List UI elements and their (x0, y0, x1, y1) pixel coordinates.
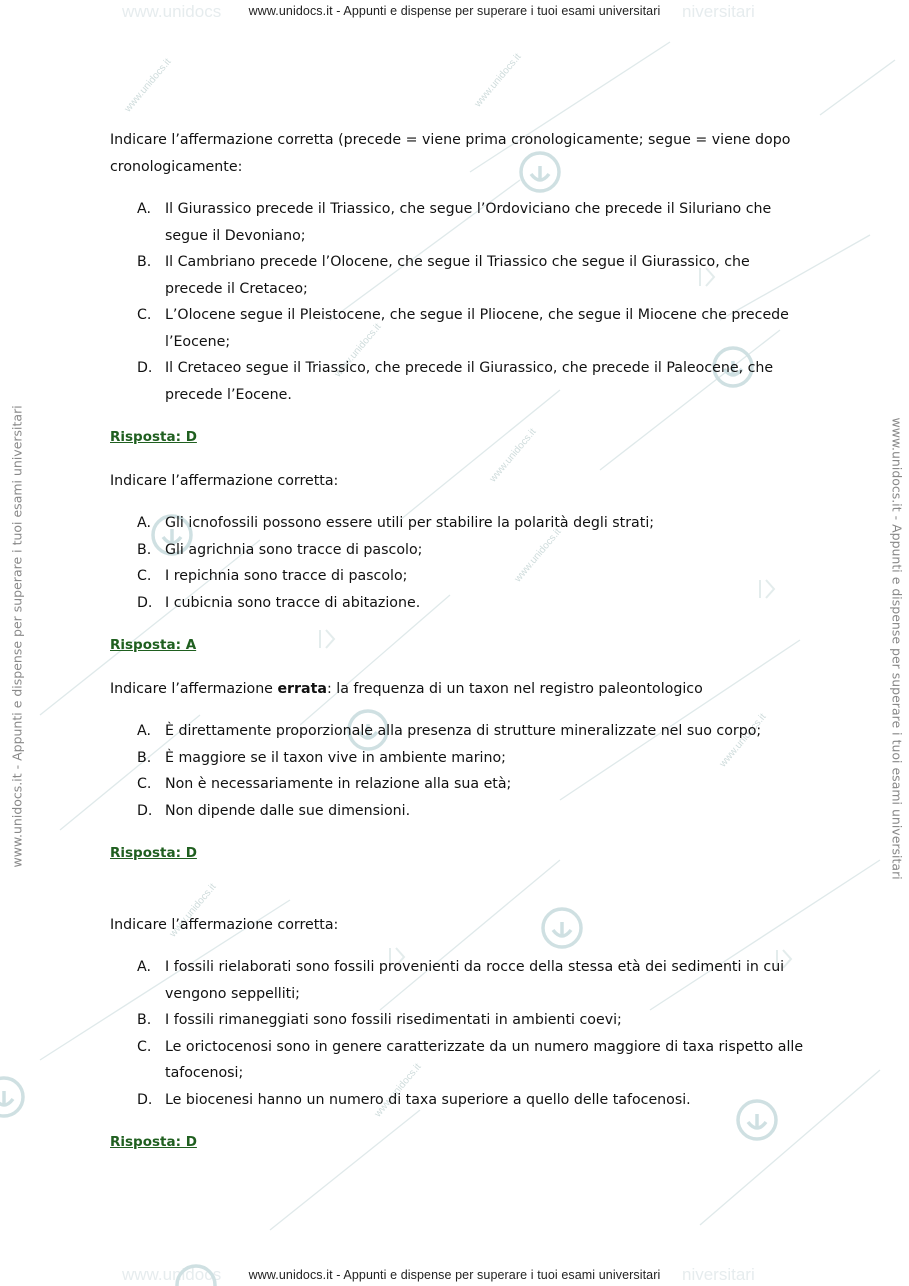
option-item (110, 771, 810, 798)
option-letter: B. (137, 749, 152, 766)
option-text: L’Olocene segue il Pleistocene, che segue il Pliocene, che segue il Miocene che precede l’Eocene; (165, 307, 789, 350)
options-list (110, 954, 810, 1113)
option-text: È maggiore se il taxon vive in ambiente marino; (165, 749, 506, 766)
option-letter: C. (137, 568, 152, 584)
answer-label: Risposta: D (110, 845, 197, 861)
option-text: È direttamente proporzionale alla presenza di strutture mineralizzate nel suo corpo; (165, 723, 762, 739)
option-letter: D. (137, 594, 153, 611)
option-text: Le biocenesi hanno un numero di taxa superiore a quello delle tafocenosi. (165, 1091, 691, 1108)
prompt-text: Indicare l’affermazione (110, 680, 278, 697)
watermark-side-right: www.unidocs.it - Appunti e dispense per superare i tuoi esami universitari (889, 417, 905, 880)
option-text: Il Cambriano precede l’Olocene, che segue il Triassico che segue il Giurassico, che precede il Cretaceo; (165, 254, 750, 297)
watermark-small-text: www.unidocs.it (122, 56, 174, 115)
watermark-small-text: www.unidocs.it (717, 711, 769, 770)
option-item (110, 355, 810, 408)
prompt-text: Indicare l’affermazione corretta: (110, 916, 339, 933)
prompt-emphasis: errata (277, 680, 327, 697)
quiz-content (110, 127, 810, 1173)
option-letter: D. (137, 1091, 153, 1108)
option-text: Il Cretaceo segue il Triassico, che precede il Giurassico, che precede il Paleocene, che precede l’Eocene. (165, 360, 774, 403)
option-item (110, 718, 810, 745)
option-text: Non è necessariamente in relazione alla sua età; (165, 776, 512, 792)
option-item (110, 798, 810, 825)
answer-label: Risposta: D (110, 429, 197, 445)
watermark-side-left: www.unidocs.it - Appunti e dispense per superare i tuoi esami universitari (9, 405, 25, 868)
question-prompt (110, 127, 810, 180)
watermark-ghost-text: niversitari (682, 1265, 755, 1284)
option-letter: A. (137, 959, 151, 975)
option-text: Le orictocenosi sono in genere caratterizzate da un numero maggiore di taxa rispetto alle tafocenosi; (165, 1038, 804, 1081)
option-text: I fossili rielaborati sono fossili provenienti da rocce della stessa età dei sedimenti in cui vengono seppelliti; (165, 959, 785, 1002)
option-item (110, 196, 810, 249)
option-text: I fossili rimaneggiati sono fossili risedimentati in ambienti coevi; (165, 1012, 622, 1028)
prompt-text: : la frequenza di un taxon nel registro paleontologico (326, 680, 703, 697)
option-text: I cubicnia sono tracce di abitazione. (165, 594, 421, 611)
option-item (110, 1034, 810, 1087)
option-letter: A. (137, 515, 151, 531)
option-item (110, 510, 810, 537)
options-list (110, 196, 810, 408)
option-text: Gli icnofossili possono essere utili per stabilire la polarità degli strati; (165, 515, 655, 531)
option-item (110, 537, 810, 564)
option-letter: B. (137, 1012, 152, 1028)
option-letter: B. (137, 254, 152, 270)
watermark-small-text: www.unidocs.it (487, 426, 539, 485)
option-item (110, 563, 810, 590)
watermark-small-text: www.unidocs.it (472, 51, 524, 110)
option-letter: D. (137, 360, 153, 376)
option-item (110, 1087, 810, 1114)
answer-label: Risposta: D (110, 1134, 197, 1150)
question-prompt (110, 468, 810, 495)
prompt-text: Indicare l’affermazione corretta (precede = viene prima cronologicamente; segue = viene dopo cronologicamente: (110, 132, 791, 175)
watermark-ghost-text: www.unidocs (122, 1265, 222, 1284)
watermark-small-text: www.unidocs.it (167, 881, 219, 940)
option-item (110, 302, 810, 355)
question-prompt (110, 676, 810, 703)
watermark-small-text: www.unidocs.it (372, 1061, 424, 1120)
option-text: I repichnia sono tracce di pascolo; (165, 568, 408, 584)
option-item (110, 590, 810, 617)
option-letter: C. (137, 776, 152, 792)
option-item (110, 745, 810, 772)
option-letter: D. (137, 802, 153, 819)
option-letter: B. (137, 541, 152, 558)
watermark-ghost-text: www.unidocs (122, 2, 222, 21)
options-list (110, 718, 810, 824)
option-letter: A. (137, 723, 151, 739)
answer-label: Risposta: A (110, 637, 197, 653)
option-letter: C. (137, 307, 152, 323)
option-text: Non dipende dalle sue dimensioni. (165, 802, 411, 819)
question-prompt (110, 912, 810, 939)
prompt-text: Indicare l’affermazione corretta: (110, 472, 339, 489)
option-letter: C. (137, 1038, 152, 1055)
watermark-header: www.unidocs.it - Appunti e dispense per superare i tuoi esami universitari (248, 4, 661, 18)
option-item (110, 1007, 810, 1034)
option-text: Il Giurassico precede il Triassico, che segue l’Ordoviciano che precede il Siluriano che segue il Devoniano; (165, 201, 772, 244)
option-text: Gli agrichnia sono tracce di pascolo; (165, 541, 423, 558)
option-item (110, 954, 810, 1007)
section-spacer (110, 884, 810, 912)
watermark-ghost-text: niversitari (682, 2, 755, 21)
option-letter: A. (137, 201, 151, 217)
option-item (110, 249, 810, 302)
watermark-small-text: www.unidocs.it (512, 526, 564, 585)
watermark-footer: www.unidocs.it - Appunti e dispense per superare i tuoi esami universitari (248, 1268, 661, 1282)
options-list (110, 510, 810, 616)
watermark-small-text: www.unidocs.it (332, 321, 384, 380)
